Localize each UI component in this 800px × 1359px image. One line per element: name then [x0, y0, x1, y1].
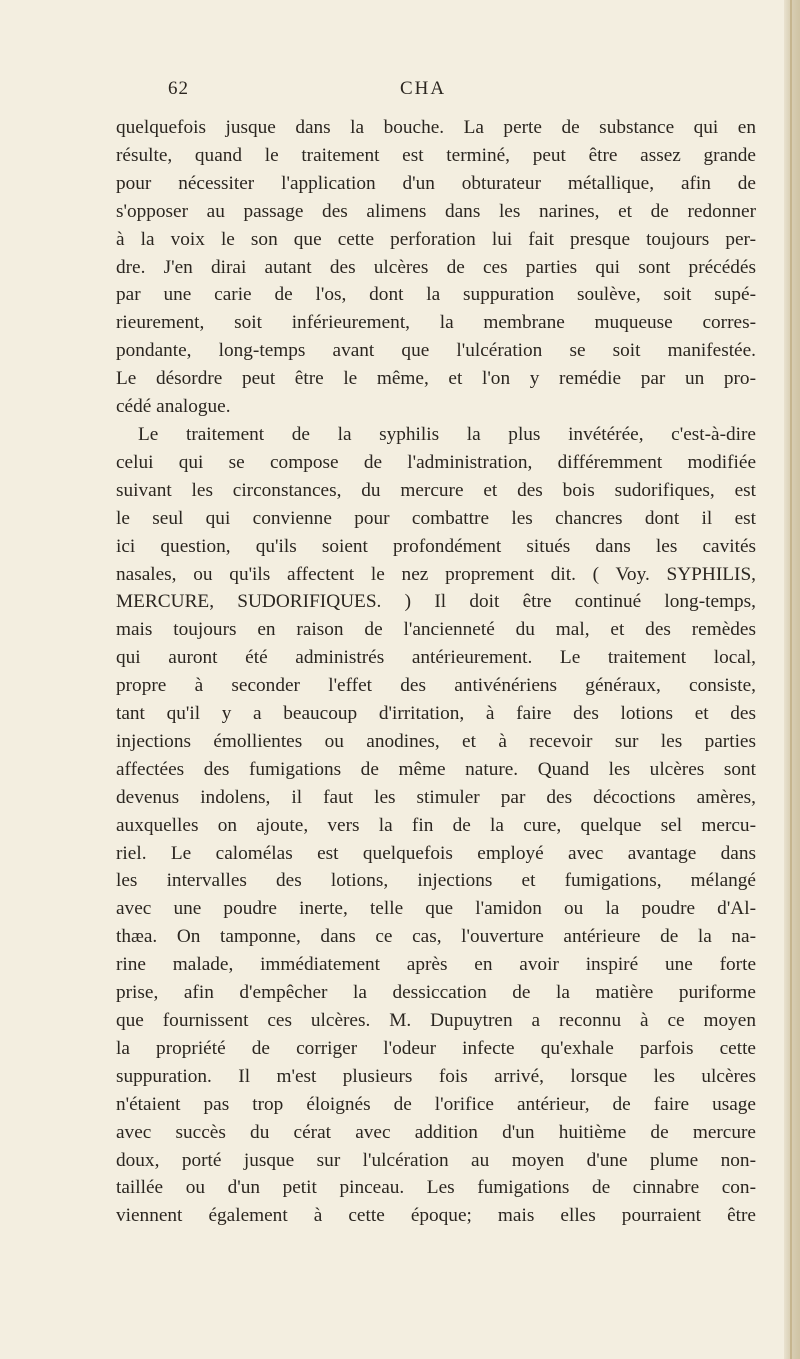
text-line: propre à seconder l'effet des antivénériens généraux, consiste, [116, 675, 756, 697]
page-number: 62 [168, 78, 189, 99]
text-line: riel. Le calomélas est quelquefois employé avec avantage dans [116, 842, 756, 864]
text-line: prise, afin d'empêcher la dessiccation de la matière puriforme [116, 982, 756, 1004]
text-line: doux, porté jusque sur l'ulcération au moyen d'une plume non- [116, 1149, 756, 1171]
text-line: nasales, ou qu'ils affectent le nez proprement dit. ( Voy. SYPHILIS, [116, 563, 756, 585]
text-line: Le traitement de la syphilis la plus invétérée, c'est-à-dire [138, 423, 756, 445]
text-line: rieurement, soit inférieurement, la membrane muqueuse corres- [116, 312, 756, 334]
text-line: viennent également à cette époque; mais elles pourraient être [116, 1205, 756, 1227]
text-line: rine malade, immédiatement après en avoir inspiré une forte [116, 954, 756, 976]
text-line: injections émollientes ou anodines, et à recevoir sur les parties [116, 730, 756, 752]
text-line: thæa. On tamponne, dans ce cas, l'ouverture antérieure de la na- [116, 926, 756, 948]
text-line: le seul qui convienne pour combattre les chancres dont il est [116, 507, 756, 529]
text-line: n'étaient pas trop éloignés de l'orifice antérieur, de faire usage [116, 1093, 756, 1115]
text-line: suppuration. Il m'est plusieurs fois arrivé, lorsque les ulcères [116, 1065, 756, 1087]
page-header [168, 78, 638, 108]
running-title: CHA [400, 78, 447, 99]
text-line: celui qui se compose de l'administration, différemment modifiée [116, 451, 756, 473]
text-line: devenus indolens, il faut les stimuler par des décoctions amères, [116, 786, 756, 808]
text-line: qui auront été administrés antérieurement. Le traitement local, [116, 647, 756, 669]
text-line: tant qu'il y a beaucoup d'irritation, à faire des lotions et des [116, 703, 756, 725]
text-line: auxquelles on ajoute, vers la fin de la cure, quelque sel mercu- [116, 814, 756, 836]
text-line: pondante, long-temps avant que l'ulcération se soit manifestée. [116, 340, 756, 362]
text-line: Le désordre peut être le même, et l'on y remédie par un pro- [116, 368, 756, 390]
text-line: affectées des fumigations de même nature. Quand les ulcères sont [116, 758, 756, 780]
text-line: cédé analogue. [116, 396, 231, 418]
text-line: pour nécessiter l'application d'un obturateur métallique, afin de [116, 172, 756, 194]
text-line: dre. J'en dirai autant des ulcères de ces parties qui sont précédés [116, 256, 756, 278]
body-text [116, 114, 756, 1230]
text-line: la propriété de corriger l'odeur infecte qu'exhale parfois cette [116, 1037, 756, 1059]
text-line: par une carie de l'os, dont la suppuration soulève, soit supé- [116, 284, 756, 306]
text-line: à la voix le son que cette perforation lui fait presque toujours per- [116, 228, 756, 250]
page-edge-line [790, 0, 792, 1359]
text-line: les intervalles des lotions, injections et fumigations, mélangé [116, 870, 756, 892]
text-line: ici question, qu'ils soient profondément situés dans les cavités [116, 535, 756, 557]
text-line: mais toujours en raison de l'ancienneté du mal, et des remèdes [116, 619, 756, 641]
text-line: que fournissent ces ulcères. M. Dupuytren a reconnu à ce moyen [116, 1010, 756, 1031]
text-line: s'opposer au passage des alimens dans les narines, et de redonner [116, 200, 756, 222]
text-line: avec succès du cérat avec addition d'un huitième de mercure [116, 1121, 756, 1143]
text-line: avec une poudre inerte, telle que l'amidon ou la poudre d'Al- [116, 898, 756, 920]
text-line: taillée ou d'un petit pinceau. Les fumigations de cinnabre con- [116, 1177, 756, 1199]
page-edge [784, 0, 800, 1359]
text-line: MERCURE, SUDORIFIQUES. ) Il doit être continué long-temps, [116, 591, 756, 613]
text-line: résulte, quand le traitement est terminé, peut être assez grande [116, 144, 756, 166]
text-line: suivant les circonstances, du mercure et des bois sudorifiques, est [116, 479, 756, 501]
text-line: quelquefois jusque dans la bouche. La perte de substance qui en [116, 117, 756, 138]
